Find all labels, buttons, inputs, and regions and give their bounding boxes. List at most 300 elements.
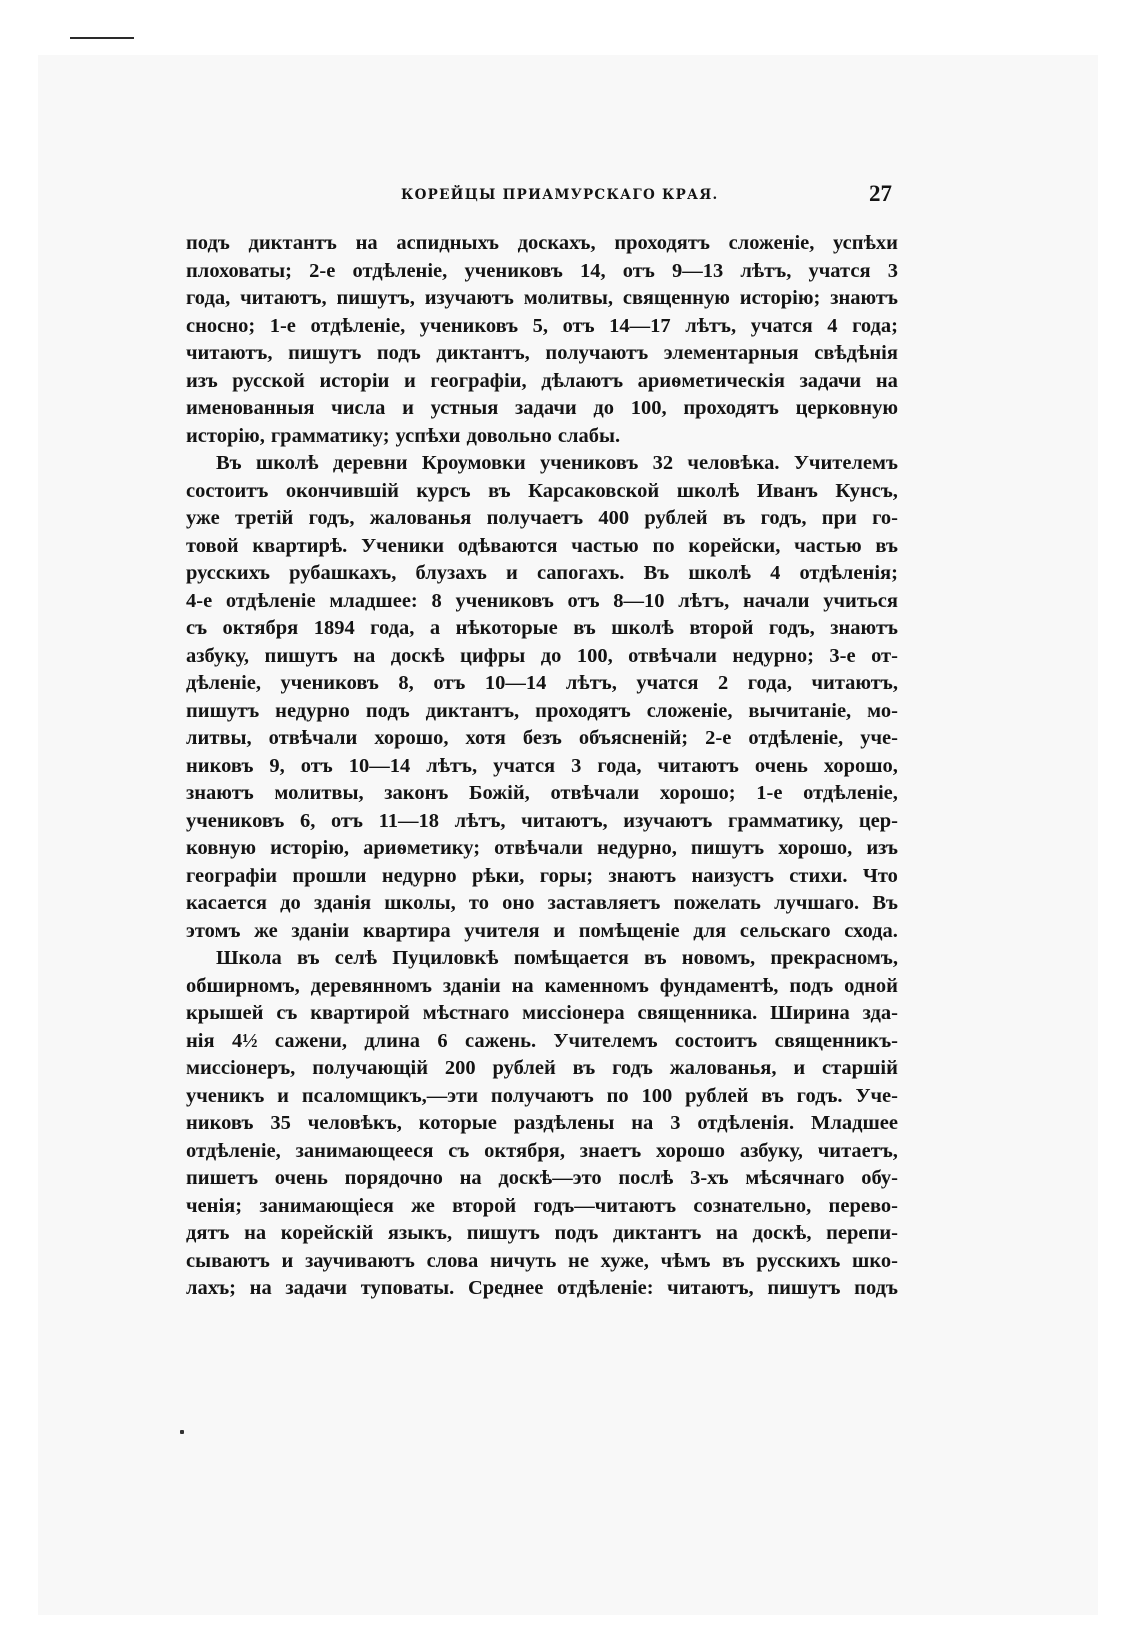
word: занимающееся [295, 1139, 434, 1162]
word: въ [573, 617, 596, 639]
word: прекрасномъ, [770, 947, 898, 969]
text-line [186, 1275, 898, 1303]
word: именованныя [186, 397, 315, 419]
word: читаютъ [657, 754, 739, 777]
word: обу- [861, 1167, 898, 1189]
word: 6, [299, 809, 316, 832]
word: знаютъ [186, 782, 254, 804]
word: Ширина [770, 1002, 850, 1024]
word: хорошо, [374, 727, 449, 749]
word: пишутъ [264, 644, 338, 667]
word: мо- [867, 699, 898, 722]
text-line [186, 395, 898, 423]
word: 3-хъ [690, 1167, 729, 1189]
word: одной [844, 974, 898, 997]
word: товой [186, 534, 239, 557]
word: корейскій [280, 1222, 374, 1244]
word: Иванъ [756, 479, 818, 502]
word: доскахъ, [517, 232, 596, 254]
word: на [715, 1222, 738, 1244]
word: заставляетъ [547, 892, 661, 914]
word: одѣваются [457, 534, 558, 557]
word: на [353, 644, 376, 667]
word: от- [871, 644, 898, 667]
word: исторіи [319, 369, 390, 392]
word: ченія; [186, 1194, 243, 1217]
text-line [186, 1000, 898, 1028]
word: мѣстнаго [422, 1002, 510, 1024]
word: литвы, [186, 727, 252, 749]
word: жалованья [369, 507, 472, 529]
word: проходятъ [535, 699, 631, 722]
word: съ [448, 1139, 470, 1162]
word: Школа [216, 947, 282, 969]
word: квартира [362, 919, 451, 942]
word: отдѣленія; [799, 562, 898, 584]
word: очень [274, 1167, 328, 1189]
word: знаетъ [579, 1139, 642, 1162]
word: элементарныя [663, 342, 799, 364]
word: въ [761, 1084, 784, 1107]
word: грамматику; [270, 424, 390, 447]
text-line [186, 1083, 898, 1111]
text-line [186, 808, 898, 836]
word: а [429, 617, 441, 639]
word: рублей [644, 507, 708, 529]
word: подъ [376, 342, 421, 364]
word: на [631, 1112, 654, 1134]
word: пишутъ [186, 699, 260, 722]
scan-speck [180, 1430, 184, 1434]
word: русскихъ [186, 562, 270, 584]
text-line [186, 1110, 898, 1138]
word: молитвы, [274, 782, 364, 804]
text-line [186, 670, 898, 698]
word: Божій, [469, 782, 530, 804]
word: слабы. [557, 424, 621, 447]
text-line [186, 945, 898, 973]
word: получаютъ [490, 1084, 594, 1107]
word: года; [852, 314, 898, 337]
word: отдѣленіе, [186, 1139, 281, 1162]
word: 6 [437, 1029, 448, 1052]
word: этомъ [186, 919, 241, 942]
word: школѣ [688, 562, 751, 584]
word: доскѣ, [752, 1222, 812, 1244]
word: отвѣчали [494, 837, 583, 859]
word: 2-е [705, 727, 732, 749]
word: 32 [652, 452, 674, 474]
word: 35 [270, 1112, 291, 1134]
word: нѣкоторые [455, 617, 558, 639]
word: заучиваютъ [305, 1249, 415, 1272]
word: лучшаго. [774, 892, 860, 914]
word: года, [597, 754, 642, 777]
word: квартирѣ. [252, 534, 348, 557]
word: недурно, [596, 837, 677, 859]
word: наизустъ [691, 864, 774, 887]
word: оно [502, 892, 535, 914]
word: деревни [332, 452, 408, 474]
word: учениковъ [464, 259, 563, 282]
word: церковную [795, 397, 898, 419]
word: хорошо, [778, 837, 853, 859]
word: отдѣленіе, [803, 782, 898, 804]
text-line [186, 478, 898, 506]
word: отдѣленіе [225, 589, 316, 612]
word: читаютъ, [521, 809, 608, 832]
word: знаютъ [608, 864, 677, 887]
word: туповаты. [360, 1277, 455, 1299]
word: читаютъ, [240, 287, 327, 309]
word: сознательно, [693, 1194, 812, 1217]
word: 100, [630, 397, 667, 419]
word: блузахъ [415, 562, 487, 584]
word: на [355, 232, 378, 254]
word: слова [426, 1249, 479, 1272]
word: 3-е [829, 644, 856, 667]
word: сельскаго [739, 919, 831, 942]
word: второй [452, 1194, 517, 1217]
word: начали [742, 589, 810, 612]
word: задачи [285, 1277, 348, 1299]
word: подъ [554, 1222, 599, 1244]
text-line [186, 285, 898, 313]
text-line [186, 1138, 898, 1166]
word: Пуциловкѣ [392, 947, 499, 969]
word: 1894 [313, 617, 355, 639]
word: Что [862, 864, 898, 887]
word: задачи [799, 369, 862, 392]
word: касается [186, 892, 267, 914]
word: священную [622, 287, 730, 309]
word: 400 [598, 507, 630, 529]
word: подъ [789, 974, 834, 997]
word: 4-е [186, 589, 213, 612]
word: исторію, [186, 424, 265, 447]
word: объясненій; [578, 727, 689, 749]
word: го- [872, 507, 898, 529]
text-line [186, 698, 898, 726]
word: 3 [571, 754, 582, 777]
word: читаютъ, [811, 672, 898, 694]
word: до [540, 644, 562, 667]
word: чѣмъ [660, 1249, 711, 1272]
word: на [244, 1222, 267, 1244]
word: изучаютъ [623, 809, 713, 832]
word: въ [572, 1057, 596, 1079]
word: азбуку, [186, 644, 250, 667]
text-line [186, 340, 898, 368]
word: не [568, 1249, 589, 1272]
word: обширномъ, [186, 974, 300, 997]
word: лѣтъ, [565, 672, 617, 694]
word: ученикъ [186, 1084, 265, 1107]
word: свѣдѣнія [814, 342, 898, 364]
body-text [186, 230, 898, 1303]
text-line [186, 450, 898, 478]
word: миссіонера [522, 1002, 625, 1024]
word: которые [418, 1112, 497, 1134]
word: нія [186, 1029, 215, 1052]
word: получаетъ [486, 507, 584, 529]
text-line [186, 1028, 898, 1056]
word: Кунсъ, [835, 479, 898, 502]
word: помѣщеніе [578, 919, 680, 942]
word: рублей [685, 1084, 749, 1107]
word: хотя [465, 727, 506, 749]
word: 200 [444, 1057, 476, 1079]
word: сложеніе, [728, 232, 815, 254]
word: получающій [312, 1057, 429, 1079]
word: довольно [466, 424, 552, 447]
text-line [186, 890, 898, 918]
word: хорошо, [823, 754, 898, 777]
word: занимающіеся [259, 1194, 394, 1217]
word: языкъ, [387, 1222, 453, 1244]
word: человѣка. [687, 452, 780, 474]
word: никовъ [186, 754, 254, 777]
word: же [411, 1194, 435, 1217]
word: недурно [381, 864, 457, 887]
text-line [186, 368, 898, 396]
word: младшее: [329, 589, 418, 612]
word: хорошо; [659, 782, 736, 804]
word: ариѳметику; [363, 837, 481, 859]
word: изучаютъ [424, 287, 514, 309]
word: на [511, 974, 534, 997]
word: перево- [828, 1194, 898, 1217]
word: 10—14 [348, 754, 411, 777]
text-line [186, 1220, 898, 1248]
word: изъ [186, 369, 218, 392]
word: жалованья, [669, 1057, 777, 1079]
word: учатся [493, 754, 556, 777]
word: на [459, 1167, 482, 1189]
word: на [875, 369, 898, 392]
word: лѣтъ, [426, 754, 478, 777]
word: и [793, 1057, 806, 1079]
word: доскѣ [390, 644, 445, 667]
word: въ [875, 534, 898, 557]
word: 4 [827, 314, 838, 337]
text-line [186, 230, 898, 258]
word: квартирой [310, 1002, 410, 1024]
word: подъ [854, 1277, 898, 1299]
text-line [186, 560, 898, 588]
word: старшій [822, 1057, 898, 1079]
word: доскѣ—это [498, 1167, 602, 1189]
word: уче- [860, 727, 898, 749]
word: задачи [515, 397, 577, 419]
word: по [606, 1084, 629, 1107]
word: пишутъ [767, 1277, 841, 1299]
word: Въ [216, 452, 242, 474]
word: получаютъ [545, 342, 649, 364]
word: на [249, 1277, 272, 1299]
text-line [186, 505, 898, 533]
word: отъ [562, 314, 595, 337]
word: лѣтъ, [685, 314, 737, 337]
text-line [186, 533, 898, 561]
word: и [402, 397, 414, 419]
word: и [403, 369, 416, 392]
word: школѣ [676, 479, 740, 502]
word: годъ [612, 1057, 653, 1079]
word: пишутъ [466, 1222, 540, 1244]
word: 9—13 [671, 259, 724, 282]
word: изъ [866, 837, 898, 859]
word: стихи. [789, 864, 848, 887]
word: сапогахъ. [536, 562, 625, 584]
word: отвѣчали [268, 727, 358, 749]
word: послѣ [618, 1167, 674, 1189]
word: очень [754, 754, 808, 777]
word: длина [364, 1029, 421, 1052]
word: мѣсячнаго [745, 1167, 845, 1189]
word: года, [747, 672, 792, 694]
word: прошли [292, 864, 367, 887]
word: рублей [492, 1057, 556, 1079]
text-line [186, 1248, 898, 1276]
word: географіи, [430, 369, 527, 392]
word: вычитаніе, [748, 699, 852, 722]
text-line [186, 423, 898, 451]
word: пишутъ, [336, 287, 415, 309]
word: до [593, 397, 615, 419]
word: диктантъ, [425, 699, 520, 722]
word: отдѣленіе, [748, 727, 844, 749]
word: въ [722, 507, 746, 529]
word: отдѣленія. [697, 1112, 795, 1134]
word: зда- [862, 1002, 898, 1024]
word: новомъ, [681, 947, 756, 969]
text-line [186, 588, 898, 616]
word: отвѣчали [628, 644, 717, 667]
word: и [553, 919, 566, 942]
word: Среднее [467, 1277, 544, 1299]
word: учатся [750, 314, 813, 337]
word: исторію, [270, 837, 350, 859]
word: хуже, [600, 1249, 649, 1272]
word: Кроумовки [421, 452, 526, 474]
word: и [506, 562, 518, 584]
page-number: 27 [869, 181, 892, 206]
word: отдѣленіе: [557, 1277, 654, 1299]
word: рѣки, [471, 864, 525, 887]
word: читаютъ, [667, 1277, 754, 1299]
word: лахъ; [186, 1277, 236, 1299]
word: знаютъ [830, 287, 898, 309]
word: учениковъ [539, 452, 639, 474]
word: лѣтъ, [740, 259, 792, 282]
word: 1-е [756, 782, 783, 804]
word: азбуку, [739, 1139, 803, 1162]
word: диктантъ [612, 1222, 702, 1244]
word: аспидныхъ [396, 232, 499, 254]
word: рубашкахъ, [289, 562, 397, 584]
word: сажень. [465, 1029, 537, 1052]
word: дятъ [186, 1222, 230, 1244]
word: школы, [384, 892, 456, 914]
word: до [280, 892, 301, 914]
word: года, [370, 617, 415, 639]
word: сажени, [274, 1029, 347, 1052]
word: псаломщикъ,—эти [301, 1084, 479, 1107]
word: читаетъ, [817, 1139, 898, 1162]
scan-edge-rule [70, 37, 134, 39]
word: курсъ [416, 479, 471, 502]
word: Въ [643, 562, 670, 584]
word: грамматику, [728, 809, 844, 832]
word: диктантъ, [436, 342, 530, 364]
word: годъ, [308, 507, 355, 529]
word: сываютъ [186, 1249, 270, 1272]
word: 8 [431, 589, 442, 612]
word: 11—18 [378, 809, 439, 832]
word: и [277, 1084, 289, 1107]
text-line [186, 835, 898, 863]
word: отдѣленіе, [352, 259, 448, 282]
word: второй [689, 617, 754, 639]
word: недурно [275, 699, 350, 722]
word: перепи- [826, 1222, 898, 1244]
word: зданіи [291, 919, 350, 942]
word: въ [644, 947, 667, 969]
word: 14—17 [609, 314, 671, 337]
word: сложеніе, [646, 699, 733, 722]
word: годъ. [796, 1084, 843, 1107]
text-line [186, 313, 898, 341]
word: 14, [579, 259, 606, 282]
word: порядочно [344, 1167, 443, 1189]
word: октября [222, 617, 299, 639]
word: русской [232, 369, 305, 392]
word: читаютъ, [186, 342, 273, 364]
word: сносно; [186, 314, 256, 337]
word: пишутъ [690, 837, 765, 859]
word: школѣ [255, 452, 319, 474]
word: и [281, 1249, 294, 1272]
word: человѣкъ, [307, 1112, 402, 1134]
word: октября, [484, 1139, 565, 1162]
word: цер- [858, 809, 898, 832]
running-head [186, 181, 900, 211]
word: миссіонеръ, [186, 1057, 296, 1079]
word: успѣхи [833, 232, 898, 254]
text-line [186, 1055, 898, 1083]
word: 3 [887, 259, 898, 282]
word: учениковъ [280, 672, 379, 694]
word: священника. [637, 1002, 758, 1024]
word: устныя [430, 397, 499, 419]
word: отъ [330, 809, 363, 832]
text-line [186, 780, 898, 808]
running-title: КОРЕЙЦЫ ПРИАМУРСКАГО КРАЯ. [401, 187, 719, 203]
word: ковную [186, 837, 257, 859]
word: дѣлаютъ [541, 369, 624, 392]
word: ничуть [489, 1249, 557, 1272]
word: Уче- [855, 1084, 898, 1107]
word: Ученики [361, 534, 445, 557]
word: фундаментѣ, [659, 974, 779, 997]
word: лѣтъ, [678, 589, 730, 612]
word: пишутъ [288, 342, 362, 364]
word: числа [331, 397, 386, 419]
word: русскихъ [756, 1249, 841, 1272]
word: каменномъ [544, 974, 649, 997]
text-line [186, 1193, 898, 1221]
